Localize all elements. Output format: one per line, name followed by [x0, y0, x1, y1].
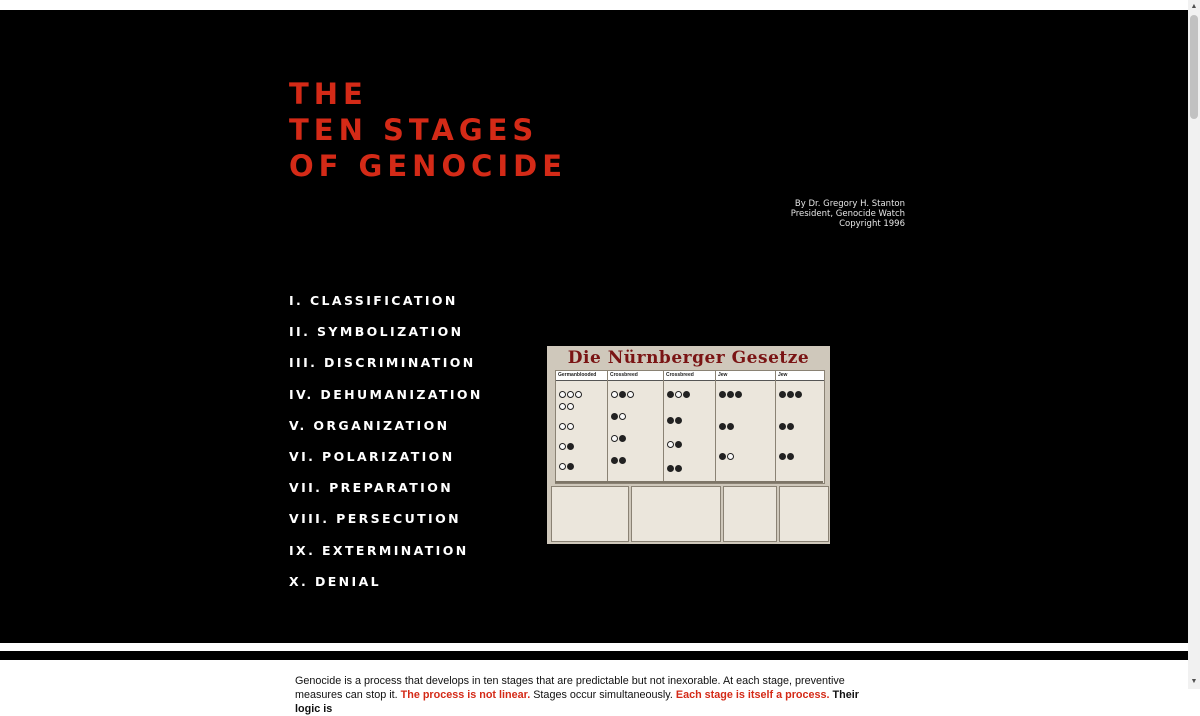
byline-copyright: Copyright 1996 [839, 219, 905, 229]
poster-dots [559, 437, 583, 443]
stage-link-preparation[interactable]: VII. PREPARATION [289, 480, 454, 496]
poster-box [631, 486, 721, 542]
poster-column [663, 370, 717, 484]
poster-dots [719, 417, 743, 423]
stage-link-discrimination[interactable]: III. DISCRIMINATION [289, 355, 476, 371]
poster-column [775, 370, 825, 484]
stage-link-symbolization[interactable]: II. SYMBOLIZATION [289, 324, 464, 340]
poster-dots [719, 385, 743, 391]
poster-column-header: Jew [716, 371, 776, 381]
poster-dots [667, 411, 691, 417]
top-strip [0, 0, 1188, 10]
scroll-down-arrow-icon[interactable]: ▼ [1190, 678, 1198, 685]
stage-link-polarization[interactable]: VI. POLARIZATION [289, 448, 455, 464]
title-line-3: OF GENOCIDE [289, 149, 568, 183]
poster-divider [555, 481, 823, 483]
stage-link-extermination[interactable]: IX. EXTERMINATION [289, 542, 469, 558]
poster-dots [611, 407, 635, 413]
poster-dots [779, 417, 803, 423]
poster-column [715, 370, 777, 484]
poster-dots [559, 457, 583, 463]
poster-dots [667, 435, 691, 441]
byline-author: By Dr. Gregory H. Stanton [794, 199, 905, 209]
poster-dots [611, 451, 635, 457]
stage-link-dehumanization[interactable]: IV. DEHUMANIZATION [289, 386, 483, 402]
section-divider [0, 651, 1188, 660]
poster-dots [667, 459, 691, 465]
poster-column-header: Jew [776, 371, 824, 381]
title-line-1: THE [289, 77, 368, 111]
author-byline [791, 199, 905, 229]
poster-box [779, 486, 829, 542]
poster-dots [779, 447, 803, 453]
nuremberg-laws-poster-image [547, 346, 830, 544]
stage-link-denial[interactable]: X. DENIAL [289, 573, 382, 589]
intro-text-1: Genocide is a process that develops in ten stages that are predictable but not inexorable. At each stage, preventive measures can stop it. [295, 674, 845, 701]
poster-dots [611, 429, 635, 435]
hero-section [0, 10, 1188, 643]
page-title [289, 76, 567, 184]
poster-dots [719, 447, 743, 453]
poster-box [551, 486, 629, 542]
poster-title: Die Nürnberger Gesetze [567, 348, 810, 368]
poster-dots [559, 385, 583, 391]
poster-box [723, 486, 777, 542]
stages-list [289, 291, 483, 603]
intro-highlight-2: Each stage is itself a process. [675, 688, 830, 701]
poster-column-header: Germanblooded [556, 371, 616, 381]
byline-position: President, Genocide Watch [790, 209, 905, 219]
stage-link-classification[interactable]: I. CLASSIFICATION [289, 293, 458, 308]
poster-dots [611, 385, 635, 391]
poster-column [607, 370, 665, 484]
poster-column-header: Crossbreed [608, 371, 664, 381]
stage-link-organization[interactable]: V. ORGANIZATION [289, 417, 450, 433]
intro-highlight-1: The process is not linear. [400, 688, 531, 701]
poster-column-header: Crossbreed [664, 371, 716, 381]
poster-dots [667, 385, 691, 391]
intro-paragraph [295, 674, 885, 716]
stage-link-persecution[interactable]: VIII. PERSECUTION [289, 511, 461, 527]
scroll-thumb[interactable] [1190, 15, 1198, 119]
title-line-2: TEN STAGES [289, 113, 539, 147]
poster-dots [779, 385, 803, 391]
poster-dots [559, 397, 583, 403]
intro-text-3: Their logic is [295, 688, 859, 715]
scroll-up-arrow-icon[interactable]: ▲ [1190, 3, 1198, 10]
intro-text-2: Stages occur simultaneously. [530, 688, 676, 701]
page-scrollbar[interactable] [1188, 0, 1200, 689]
poster-dots [559, 417, 583, 423]
